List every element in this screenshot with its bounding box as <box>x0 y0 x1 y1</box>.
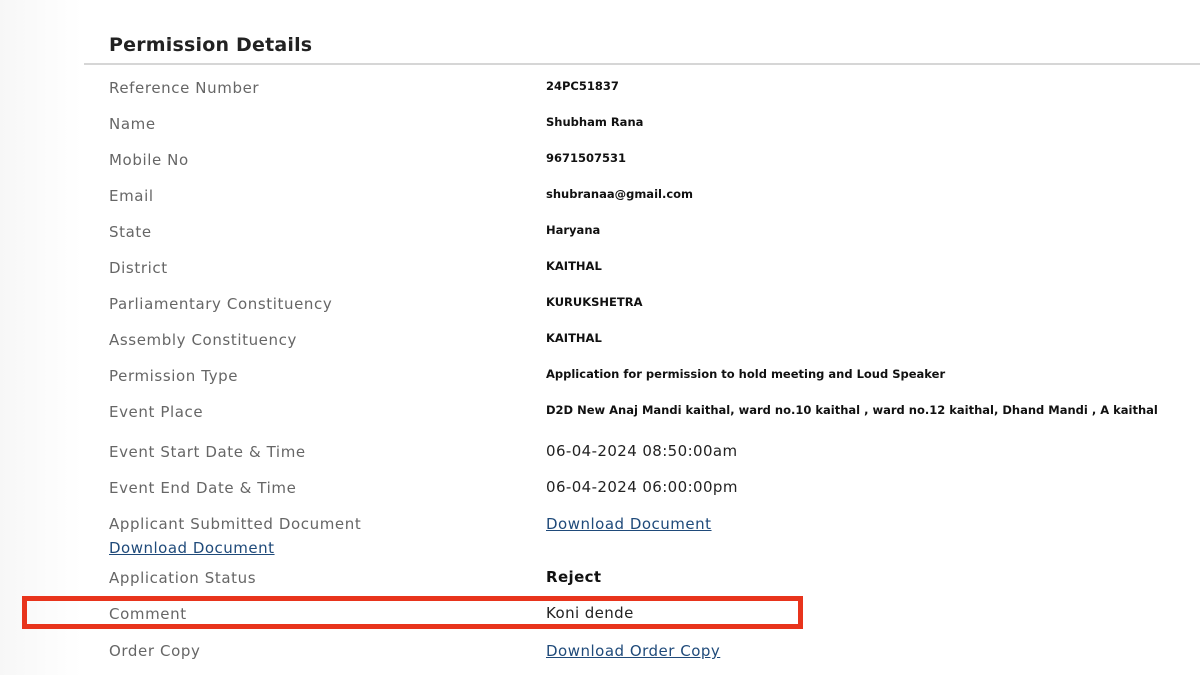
district-value: KAITHAL <box>546 259 602 273</box>
event-start-label: Event Start Date & Time <box>109 443 306 461</box>
detail-row-event-end <box>0 476 1200 506</box>
comment-highlight-box <box>22 596 803 629</box>
download-document-link[interactable]: Download Document <box>546 515 712 533</box>
status-label: Application Status <box>109 569 257 587</box>
detail-row-name <box>0 112 1200 142</box>
order-copy-label: Order Copy <box>109 642 201 660</box>
event-place-value: D2D New Anaj Mandi kaithal, ward no.10 kaithal , ward no.12 kaithal, Dhand Mandi , A kaithal <box>546 403 1158 417</box>
detail-row-district <box>0 256 1200 286</box>
download-order-copy-link[interactable]: Download Order Copy <box>546 642 721 660</box>
detail-row-event-start <box>0 440 1200 470</box>
reference-label: Reference Number <box>109 79 260 97</box>
detail-row-email <box>0 184 1200 214</box>
event-end-label: Event End Date & Time <box>109 479 297 497</box>
detail-row-order-copy <box>0 639 1200 669</box>
name-label: Name <box>109 115 156 133</box>
title-divider <box>84 63 1200 65</box>
event-end-value: 06-04-2024 06:00:00pm <box>546 478 738 496</box>
name-value: Shubham Rana <box>546 115 644 129</box>
state-label: State <box>109 223 152 241</box>
applicant-document-label: Applicant Submitted Document <box>109 515 362 533</box>
email-label: Email <box>109 187 154 205</box>
detail-row-assembly <box>0 328 1200 358</box>
download-document-link-secondary[interactable]: Download Document <box>109 539 275 557</box>
detail-row-event-place <box>0 400 1200 436</box>
permission-type-label: Permission Type <box>109 367 239 385</box>
district-label: District <box>109 259 168 277</box>
state-value: Haryana <box>546 223 601 237</box>
comment-label: Comment <box>109 605 187 623</box>
event-place-label: Event Place <box>109 403 204 421</box>
assembly-value: KAITHAL <box>546 331 602 345</box>
mobile-label: Mobile No <box>109 151 189 169</box>
parliamentary-value: KURUKSHETRA <box>546 295 643 309</box>
reference-value: 24PC51837 <box>546 79 619 93</box>
event-start-value: 06-04-2024 08:50:00am <box>546 442 738 460</box>
email-value: shubranaa@gmail.com <box>546 187 694 201</box>
permission-type-value: Application for permission to hold meeting and Loud Speaker <box>546 367 946 381</box>
detail-row-permission-type <box>0 364 1200 394</box>
parliamentary-label: Parliamentary Constituency <box>109 295 333 313</box>
detail-row-parliamentary <box>0 292 1200 322</box>
detail-row-mobile <box>0 148 1200 178</box>
comment-value: Koni dende <box>546 604 634 622</box>
assembly-label: Assembly Constituency <box>109 331 297 349</box>
detail-row-state <box>0 220 1200 250</box>
mobile-value: 9671507531 <box>546 151 627 165</box>
detail-row-applicant-document <box>0 512 1200 562</box>
status-value: Reject <box>546 568 602 586</box>
page-title: Permission Details <box>109 34 313 56</box>
detail-row-reference <box>0 76 1200 106</box>
detail-row-status <box>0 566 1200 596</box>
